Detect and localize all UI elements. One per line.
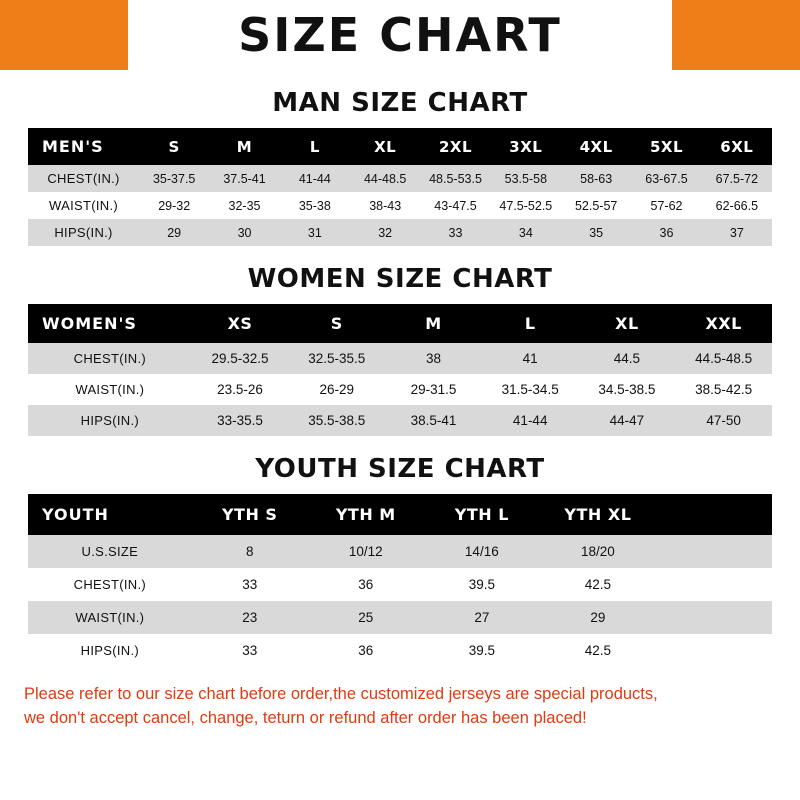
cell: 29-32: [158, 198, 191, 213]
cell: 33: [448, 225, 463, 240]
table-header-row: [28, 304, 772, 343]
row-label-hips: HIPS(IN.): [80, 643, 139, 658]
cell: 38-43: [369, 198, 402, 213]
cell: 37: [729, 225, 744, 240]
header-band: [0, 0, 800, 70]
cell: 29: [590, 610, 606, 625]
table-row: [28, 219, 772, 246]
row-label-waist: WAIST(IN.): [49, 198, 118, 213]
row-label-chest: CHEST(IN.): [73, 577, 146, 592]
cell: 35-37.5: [152, 171, 196, 186]
row-label-hips: HIPS(IN.): [54, 225, 113, 240]
cell: 43-47.5: [434, 198, 477, 213]
col-header-yth-xl: YTH XL: [564, 505, 632, 524]
cell: 33: [242, 643, 258, 658]
row-label-waist: WAIST(IN.): [75, 610, 145, 625]
table-row: [28, 405, 772, 436]
col-header-women: WOMEN'S: [42, 314, 137, 333]
cell: 31: [307, 225, 322, 240]
table-header-row: [28, 128, 772, 165]
table-row: [28, 192, 772, 219]
cell: 44.5: [613, 351, 641, 366]
cell: 34: [518, 225, 533, 240]
cell: 33-35.5: [217, 413, 263, 428]
cell: 35-38: [298, 198, 331, 213]
col-header-youth: YOUTH: [42, 505, 109, 524]
table-row: [28, 535, 772, 568]
cell: 38.5-41: [410, 413, 457, 428]
cell: 39.5: [468, 643, 495, 658]
cell: 36: [358, 577, 374, 592]
section-title-youth: YOUTH SIZE CHART: [255, 454, 545, 484]
cell: 35.5-38.5: [308, 413, 366, 428]
cell: 10/12: [348, 544, 383, 559]
cell: 39.5: [468, 577, 495, 592]
table-header-row: [28, 494, 772, 535]
cell: 23: [242, 610, 258, 625]
table-row: [28, 601, 772, 634]
section-youth: [0, 454, 800, 667]
footer-note-line2: we don't accept cancel, change, teturn or refund after order has been placed!: [24, 708, 587, 727]
col-header-yth-s: YTH S: [221, 505, 278, 524]
col-header-m: M: [425, 314, 442, 333]
col-header-xs: XS: [227, 314, 253, 333]
col-header-l: L: [524, 314, 536, 333]
cell: 53.5-58: [504, 171, 548, 186]
cell: 25: [358, 610, 374, 625]
row-label-waist: WAIST(IN.): [75, 382, 145, 397]
col-header-3xl: 3XL: [509, 137, 543, 156]
col-header-men: MEN'S: [42, 137, 104, 156]
col-header-xl: XL: [374, 137, 397, 156]
cell: 23.5-26: [217, 382, 263, 397]
cell: 42.5: [584, 577, 612, 592]
cell: 63-67.5: [645, 171, 688, 186]
cell: 42.5: [584, 643, 612, 658]
cell: 8: [245, 544, 254, 559]
col-header-yth-l: YTH L: [454, 505, 509, 524]
cell: 37.5-41: [223, 171, 266, 186]
cell: 35: [589, 225, 604, 240]
cell: 29: [167, 225, 182, 240]
cell: 41-44: [512, 413, 548, 428]
youth-size-table: [28, 494, 772, 667]
cell: 41-44: [298, 171, 331, 186]
col-header-blank: [656, 494, 772, 535]
cell: 33: [242, 577, 258, 592]
col-header-s: S: [168, 137, 180, 156]
col-header-s: S: [330, 314, 343, 333]
cell: [656, 535, 772, 568]
cell: 32-35: [228, 198, 261, 213]
col-header-xl: XL: [615, 314, 639, 333]
col-header-6xl: 6XL: [720, 137, 754, 156]
cell: 31.5-34.5: [501, 382, 559, 397]
cell: 14/16: [464, 544, 499, 559]
cell: 44.5-48.5: [695, 351, 753, 366]
cell: 32: [378, 225, 393, 240]
col-header-l: L: [309, 137, 320, 156]
cell: 34.5-38.5: [598, 382, 656, 397]
page-title: SIZE CHART: [238, 8, 562, 62]
table-row: [28, 165, 772, 192]
cell: 48.5-53.5: [429, 171, 482, 186]
men-size-table: [28, 128, 772, 246]
table-row: [28, 374, 772, 405]
women-size-table: [28, 304, 772, 436]
cell: 29.5-32.5: [211, 351, 269, 366]
cell: 30: [237, 225, 252, 240]
cell: 29-31.5: [410, 382, 457, 397]
col-header-2xl: 2XL: [438, 137, 473, 156]
cell: 27: [474, 610, 490, 625]
cell: 57-62: [650, 198, 683, 213]
cell: [656, 601, 772, 634]
table-row: [28, 634, 772, 667]
cell: 62-66.5: [715, 198, 759, 213]
cell: [656, 634, 772, 667]
cell: 41: [522, 351, 538, 366]
col-header-m: M: [236, 137, 253, 156]
cell: 67.5-72: [715, 171, 759, 186]
col-header-5xl: 5XL: [649, 137, 684, 156]
table-row: [28, 568, 772, 601]
col-header-4xl: 4XL: [579, 137, 613, 156]
footer-note-line1: Please refer to our size chart before order,the customized jerseys are special products,: [24, 685, 658, 703]
section-title-man: MAN SIZE CHART: [272, 88, 528, 118]
section-man: [0, 88, 800, 246]
cell: 36: [659, 225, 674, 240]
table-row: [28, 343, 772, 374]
cell: 52.5-57: [574, 198, 618, 213]
cell: 38.5-42.5: [695, 382, 753, 397]
col-header-yth-m: YTH M: [335, 505, 396, 524]
cell: 32.5-35.5: [308, 351, 366, 366]
row-label-us-size: U.S.SIZE: [81, 544, 139, 559]
footer-note: [0, 683, 800, 731]
cell: [656, 568, 772, 601]
cell: 36: [358, 643, 374, 658]
cell: 18/20: [580, 544, 615, 559]
row-label-hips: HIPS(IN.): [80, 413, 139, 428]
row-label-chest: CHEST(IN.): [47, 171, 120, 186]
cell: 26-29: [319, 382, 355, 397]
cell: 44-47: [609, 413, 645, 428]
section-women: [0, 264, 800, 436]
cell: 47-50: [706, 413, 741, 428]
cell: 47.5-52.5: [499, 198, 553, 213]
cell: 58-63: [580, 171, 613, 186]
col-header-xxl: XXL: [705, 314, 742, 333]
row-label-chest: CHEST(IN.): [73, 351, 146, 366]
cell: 38: [425, 351, 441, 366]
cell: 44-48.5: [363, 171, 407, 186]
section-title-women: WOMEN SIZE CHART: [247, 264, 553, 294]
